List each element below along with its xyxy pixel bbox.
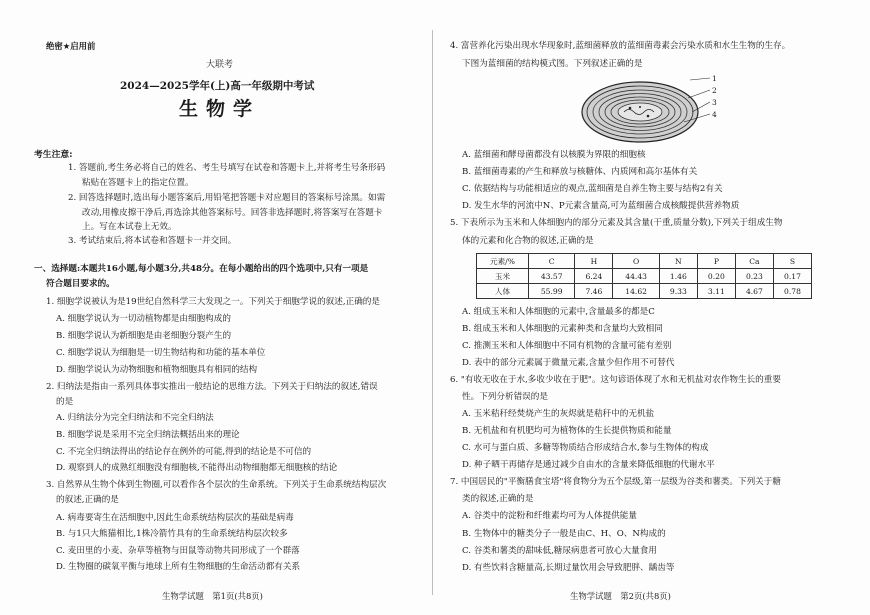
table-cell: 0.23 <box>735 269 773 284</box>
question-stem: 的叙述,正确的是 <box>56 495 119 505</box>
question-option: B. 细胞学说是采用不完全归纳法概括出来的理论 <box>56 430 240 440</box>
table-header-cell: H <box>575 254 613 269</box>
question-option: B. 组成玉米和人体细胞的元素种类和含量均大致相同 <box>462 324 663 334</box>
table-cell: 7.46 <box>575 284 613 299</box>
question-option: D. 观察到人的成熟红细胞没有细胞核,不能得出动物细胞都无细胞核的结论 <box>56 463 338 473</box>
table-row <box>477 284 812 299</box>
page-footer: 生物学试题 第1页(共8页) <box>162 591 263 601</box>
question-option: C. 谷类和薯类的甜味低,糖尿病患者可放心大量食用 <box>462 546 657 556</box>
confidential-mark: 绝密★启用前 <box>46 41 96 51</box>
figure-label: 3 <box>712 98 717 107</box>
question-stem: 体的元素和化合物的叙述,正确的是 <box>462 236 594 246</box>
question-option: B. 生物体中的糖类分子一般是由C、H、O、N构成的 <box>462 529 666 539</box>
table-cell: 0.78 <box>773 284 811 299</box>
question-option: C. 细胞学说认为细胞是一切生物结构和功能的基本单位 <box>56 348 266 358</box>
table-row <box>477 269 812 284</box>
question-option: C. 依据结构与功能相适应的观点,蓝细菌是自养生物主要与结构2有关 <box>462 184 723 194</box>
question-stem: 6. "有收无收在于水,多收少收在于肥"。这句谚语体现了水和无机盐对农作物生长的重要 <box>450 375 781 385</box>
notice-line: 上。写在本试卷上无效。 <box>82 222 177 232</box>
table-cell: 4.67 <box>735 284 773 299</box>
notice-line: 3. 考试结束后,将本试卷和答题卡一并交回。 <box>68 236 237 246</box>
table-header-cell: N <box>659 254 697 269</box>
question-option: C. 水可与蛋白质、多糖等物质结合形成结合水,参与生物体的构成 <box>462 443 709 453</box>
question-stem: 的是 <box>56 397 74 407</box>
page-1 <box>34 0 418 615</box>
question-option: B. 蓝细菌毒素的产生和释放与核糖体、内质网和高尔基体有关 <box>462 167 698 177</box>
question-option: C. 不完全归纳法得出的结论存在例外的可能,得到的结论是不可信的 <box>56 447 312 457</box>
question-stem: 5. 下表所示为玉米和人体细胞内的部分元素及其含量(干重,质量分数),下列关于组成生物 <box>450 218 783 228</box>
question-stem: 7. 中国居民的"平衡膳食宝塔"将食物分为五个层级,第一层级为谷类和薯类。下列关于糖 <box>450 477 781 487</box>
question-option: A. 组成玉米和人体细胞的元素中,含量最多的都是C <box>462 307 655 317</box>
question-stem: 4. 富营养化污染出现水华现象时,蓝细菌释放的蓝细菌毒素会污染水质和水生生物的生存。 <box>450 41 791 51</box>
question-option: A. 归纳法分为完全归纳法和不完全归纳法 <box>56 413 214 423</box>
table-cell: 6.24 <box>575 269 613 284</box>
table-header-cell: P <box>697 254 735 269</box>
question-option: B. 与1只大熊猫相比,1株冷箭竹具有的生命系统结构层次较多 <box>56 529 288 539</box>
table-cell: 1.46 <box>659 269 697 284</box>
question-stem: 类的叙述,正确的是 <box>462 494 534 504</box>
question-stem: 性。下列分析错误的是 <box>462 392 548 402</box>
element-table <box>476 253 812 299</box>
question-stem: 1. 细胞学说被认为是19世纪自然科学三大发现之一。下列关于细胞学说的叙述,正确的是 <box>46 297 380 307</box>
table-header-cell: S <box>773 254 811 269</box>
question-stem: 3. 自然界从生物个体到生物圈,可以看作各个层次的生命系统。下列关于生命系统结构层次 <box>46 480 387 490</box>
question-option: C. 推测玉米和人体细胞中不同有机物的含量可能有差别 <box>462 341 672 351</box>
table-header-cell: C <box>528 254 574 269</box>
table-header-cell: 元素/% <box>477 254 529 269</box>
notice-line: 1. 答题前,考生务必将自己的姓名、考生号填写在试卷和答题卡上,并将考生号条形码 <box>68 163 386 173</box>
question-option: B. 无机盐和有机肥均可为植物体的生长提供物质和能量 <box>462 426 672 436</box>
question-option: D. 种子晒干再储存是通过减少自由水的含量来降低细胞的代谢水平 <box>462 460 715 470</box>
figure-label: 2 <box>712 86 717 95</box>
question-option: A. 病毒要寄生在活细胞中,因此生命系统结构层次的基础是病毒 <box>56 513 294 523</box>
section-instruction: 符合题目要求的。 <box>46 279 115 289</box>
table-cell: 玉米 <box>477 269 529 284</box>
subject-title: 生物学 <box>179 98 261 120</box>
union-exam-label: 大联考 <box>206 60 234 70</box>
question-stem: 下图为蓝细菌的结构模式图。下列叙述正确的是 <box>462 59 643 69</box>
question-option: D. 表中的部分元素属于微量元素,含量少但作用不可替代 <box>462 358 675 368</box>
question-option: A. 细胞学说认为一切动植物都是由细胞构成的 <box>56 314 231 324</box>
table-header-row <box>477 254 812 269</box>
column-divider <box>432 30 433 595</box>
table-cell: 55.99 <box>528 284 574 299</box>
table-header-cell: O <box>613 254 659 269</box>
notice-line: 改动,用橡皮擦干净后,再选涂其他答案标号。回答非选择题时,将答案写在答题卡 <box>82 208 383 218</box>
table-cell: 人体 <box>477 284 529 299</box>
table-cell: 44.43 <box>613 269 659 284</box>
table-cell: 0.17 <box>773 269 811 284</box>
cyanobacteria-diagram <box>578 74 718 148</box>
page-footer: 生物学试题 第2页(共8页) <box>570 591 671 601</box>
question-option: B. 细胞学说认为新细胞是由老细胞分裂产生的 <box>56 331 232 341</box>
table-cell: 0.20 <box>697 269 735 284</box>
page-2 <box>450 0 835 615</box>
exam-title: 2024—2025学年(上)高一年级期中考试 <box>120 80 315 92</box>
notice-line: 粘贴在答题卡上的指定位置。 <box>82 178 194 188</box>
question-option: A. 蓝细菌和酵母菌都没有以核膜为界限的细胞核 <box>462 150 646 160</box>
question-option: D. 细胞学说认为动物细胞和植物细胞具有相同的结构 <box>56 365 258 375</box>
question-option: D. 生物圈的碳氧平衡与地球上所有生物细胞的生命活动都有关系 <box>56 562 301 572</box>
question-option: D. 有些饮料含糖量高,长期过量饮用会导致肥胖、龋齿等 <box>462 563 675 573</box>
figure-label: 4 <box>712 110 717 119</box>
question-option: C. 麦田里的小麦、杂草等植物与田鼠等动物共同形成了一个群落 <box>56 546 300 556</box>
question-option: D. 发生水华的河流中N、P元素含量高,可为蓝细菌合成核酸提供营养物质 <box>462 201 740 211</box>
question-option: A. 玉米秸秆经焚烧产生的灰烬就是秸秆中的无机盐 <box>462 409 655 419</box>
notice-line: 2. 回答选择题时,选出每小题答案后,用铅笔把答题卡对应题目的答案标号涂黑。如需 <box>68 193 386 203</box>
notice-title: 考生注意: <box>34 150 73 160</box>
table-cell: 43.57 <box>528 269 574 284</box>
question-stem: 2. 归纳法是指由一系列具体事实推出一般结论的思维方法。下列关于归纳法的叙述,错误 <box>46 382 378 392</box>
question-option: A. 谷类中的淀粉和纤维素均可为人体提供能量 <box>462 511 637 521</box>
figure-label: 1 <box>712 74 717 83</box>
table-cell: 3.11 <box>697 284 735 299</box>
table-cell: 9.33 <box>659 284 697 299</box>
section-instruction: 一、选择题:本题共16小题,每小题3分,共48分。在每小题给出的四个选项中,只有一项是 <box>34 264 369 274</box>
table-cell: 14.62 <box>613 284 659 299</box>
table-header-cell: Ca <box>735 254 773 269</box>
